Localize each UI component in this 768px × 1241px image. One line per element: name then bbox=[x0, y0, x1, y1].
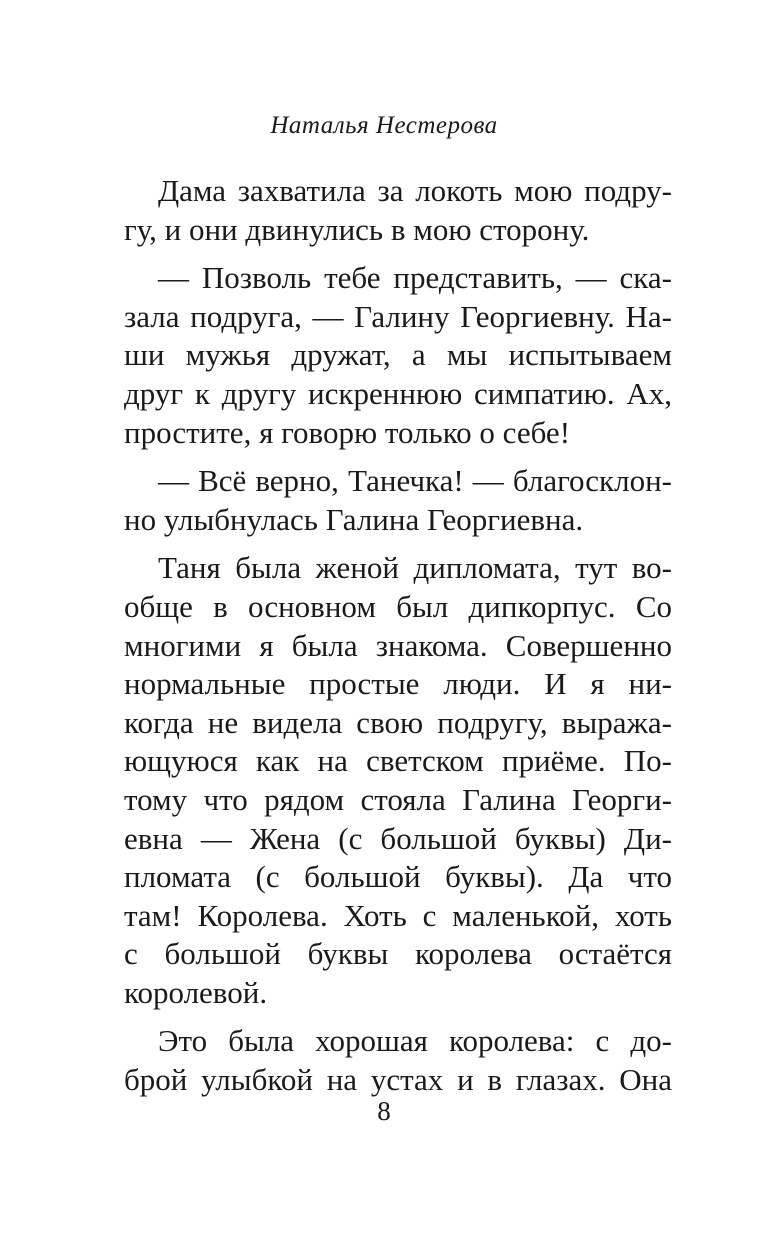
body-text bbox=[124, 172, 672, 1100]
text-line: там! Королева. Хоть с маленькой, хоть bbox=[124, 897, 672, 933]
text-line: Это была хорошая королева: с до- bbox=[158, 1023, 672, 1059]
text-line: — Позволь тебе представить, — ска- bbox=[158, 260, 672, 296]
text-line: ющуюся как на светском приёме. По- bbox=[124, 743, 672, 779]
text-line: евна — Жена (с большой буквы) Ди- bbox=[124, 820, 672, 856]
paragraph-gap bbox=[124, 249, 672, 259]
text-line: с большой буквы королева остаётся bbox=[124, 936, 672, 972]
text-line: друг к другу искреннюю симпатию. Ах, bbox=[124, 375, 672, 411]
text-line: брой улыбкой на устах и в глазах. Она bbox=[124, 1062, 672, 1098]
running-head-author: Наталья Нестерова bbox=[270, 112, 498, 139]
text-line: ши мужья дружат, а мы испытываем bbox=[124, 337, 672, 373]
text-line: зала подруга, — Галину Георгиевну. На- bbox=[124, 298, 672, 334]
page-number: 8 bbox=[377, 1096, 391, 1126]
text-line: гу, и они двинулись в мою сторону. bbox=[124, 211, 590, 247]
text-line: пломата (с большой буквы). Да что bbox=[124, 859, 672, 895]
text-line: когда не видела свою подругу, выража- bbox=[124, 704, 672, 740]
text-line: — Всё верно, Танечка! — благосклон- bbox=[158, 463, 672, 499]
text-line: Дама захватила за локоть мою подру- bbox=[158, 173, 672, 208]
paragraph-gap bbox=[124, 1012, 672, 1022]
text-line: тому что рядом стояла Галина Георги- bbox=[124, 781, 672, 817]
text-line: королевой. bbox=[124, 974, 268, 1010]
text-line: многими я была знакома. Совершенно bbox=[124, 627, 672, 663]
paragraph-gap bbox=[124, 452, 672, 462]
text-line: обще в основном был дипкорпус. Со bbox=[124, 588, 672, 624]
text-line: простите, я говорю только о себе! bbox=[124, 414, 571, 450]
text-line: но улыбнулась Галина Георгиевна. bbox=[124, 501, 584, 537]
paragraph-gap bbox=[124, 539, 672, 549]
text-line: Таня была женой дипломата, тут во- bbox=[158, 550, 672, 586]
text-line: нормальные простые люди. И я ни- bbox=[124, 666, 672, 702]
